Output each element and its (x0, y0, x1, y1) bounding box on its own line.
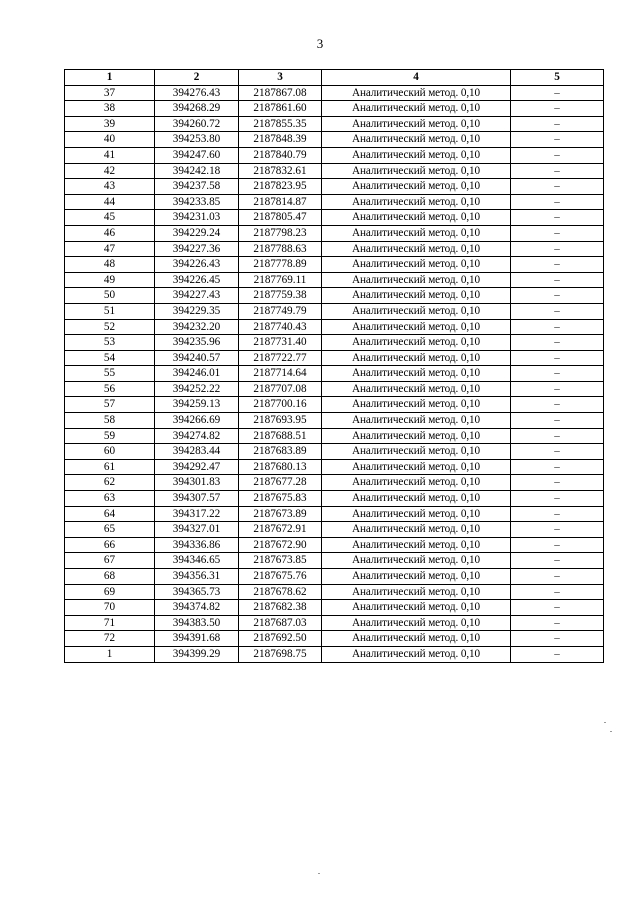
y-coordinate-cell: 2187677.28 (239, 475, 322, 491)
note-cell: – (511, 381, 604, 397)
x-coordinate-cell: 394253.80 (155, 132, 239, 148)
x-coordinate-cell: 394259.13 (155, 397, 239, 413)
point-number-cell: 61 (65, 459, 155, 475)
x-coordinate-cell: 394292.47 (155, 459, 239, 475)
method-cell: Аналитический метод. 0,10 (322, 225, 511, 241)
header-col-4: 4 (322, 70, 511, 86)
y-coordinate-cell: 2187687.03 (239, 615, 322, 631)
table-row (65, 413, 604, 429)
note-cell: – (511, 241, 604, 257)
x-coordinate-cell: 394229.35 (155, 303, 239, 319)
y-coordinate-cell: 2187867.08 (239, 85, 322, 101)
note-cell: – (511, 522, 604, 538)
point-number-cell: 71 (65, 615, 155, 631)
note-cell: – (511, 350, 604, 366)
y-coordinate-cell: 2187672.91 (239, 522, 322, 538)
point-number-cell: 46 (65, 225, 155, 241)
table-row (65, 600, 604, 616)
table-row (65, 569, 604, 585)
x-coordinate-cell: 394391.68 (155, 631, 239, 647)
x-coordinate-cell: 394237.58 (155, 179, 239, 195)
method-cell: Аналитический метод. 0,10 (322, 537, 511, 553)
note-cell: – (511, 194, 604, 210)
method-cell: Аналитический метод. 0,10 (322, 163, 511, 179)
note-cell: – (511, 584, 604, 600)
note-cell: – (511, 163, 604, 179)
table-row (65, 272, 604, 288)
x-coordinate-cell: 394229.24 (155, 225, 239, 241)
method-cell: Аналитический метод. 0,10 (322, 522, 511, 538)
header-col-5: 5 (511, 70, 604, 86)
table-row (65, 381, 604, 397)
point-number-cell: 62 (65, 475, 155, 491)
header-col-3: 3 (239, 70, 322, 86)
y-coordinate-cell: 2187707.08 (239, 381, 322, 397)
table-row (65, 116, 604, 132)
y-coordinate-cell: 2187805.47 (239, 210, 322, 226)
x-coordinate-cell: 394247.60 (155, 147, 239, 163)
y-coordinate-cell: 2187692.50 (239, 631, 322, 647)
y-coordinate-cell: 2187698.75 (239, 646, 322, 662)
y-coordinate-cell: 2187672.90 (239, 537, 322, 553)
point-number-cell: 49 (65, 272, 155, 288)
x-coordinate-cell: 394268.29 (155, 101, 239, 117)
method-cell: Аналитический метод. 0,10 (322, 303, 511, 319)
point-number-cell: 65 (65, 522, 155, 538)
y-coordinate-cell: 2187714.64 (239, 366, 322, 382)
method-cell: Аналитический метод. 0,10 (322, 491, 511, 507)
method-cell: Аналитический метод. 0,10 (322, 101, 511, 117)
x-coordinate-cell: 394274.82 (155, 428, 239, 444)
table-row (65, 194, 604, 210)
scan-speck (604, 722, 606, 723)
method-cell: Аналитический метод. 0,10 (322, 615, 511, 631)
x-coordinate-cell: 394336.86 (155, 537, 239, 553)
y-coordinate-cell: 2187861.60 (239, 101, 322, 117)
note-cell: – (511, 553, 604, 569)
table-row (65, 615, 604, 631)
point-number-cell: 66 (65, 537, 155, 553)
table-row (65, 397, 604, 413)
method-cell: Аналитический метод. 0,10 (322, 413, 511, 429)
note-cell: – (511, 272, 604, 288)
method-cell: Аналитический метод. 0,10 (322, 381, 511, 397)
table-row (65, 350, 604, 366)
page-number: 3 (316, 36, 324, 51)
y-coordinate-cell: 2187683.89 (239, 444, 322, 460)
x-coordinate-cell: 394227.43 (155, 288, 239, 304)
point-number-cell: 58 (65, 413, 155, 429)
note-cell: – (511, 85, 604, 101)
x-coordinate-cell: 394276.43 (155, 85, 239, 101)
note-cell: – (511, 147, 604, 163)
boundary-points-table (64, 69, 604, 663)
method-cell: Аналитический метод. 0,10 (322, 459, 511, 475)
point-number-cell: 59 (65, 428, 155, 444)
point-number-cell: 41 (65, 147, 155, 163)
y-coordinate-cell: 2187788.63 (239, 241, 322, 257)
y-coordinate-cell: 2187688.51 (239, 428, 322, 444)
point-number-cell: 1 (65, 646, 155, 662)
point-number-cell: 44 (65, 194, 155, 210)
table-row (65, 179, 604, 195)
method-cell: Аналитический метод. 0,10 (322, 116, 511, 132)
note-cell: – (511, 210, 604, 226)
point-number-cell: 54 (65, 350, 155, 366)
header-col-1: 1 (65, 70, 155, 86)
y-coordinate-cell: 2187740.43 (239, 319, 322, 335)
point-number-cell: 38 (65, 101, 155, 117)
x-coordinate-cell: 394383.50 (155, 615, 239, 631)
point-number-cell: 42 (65, 163, 155, 179)
scan-speck (318, 873, 320, 874)
point-number-cell: 47 (65, 241, 155, 257)
table-row (65, 303, 604, 319)
scan-speck (610, 731, 612, 732)
point-number-cell: 56 (65, 381, 155, 397)
point-number-cell: 60 (65, 444, 155, 460)
method-cell: Аналитический метод. 0,10 (322, 132, 511, 148)
point-number-cell: 53 (65, 335, 155, 351)
table-row (65, 428, 604, 444)
point-number-cell: 40 (65, 132, 155, 148)
note-cell: – (511, 366, 604, 382)
x-coordinate-cell: 394260.72 (155, 116, 239, 132)
note-cell: – (511, 335, 604, 351)
table-row (65, 444, 604, 460)
method-cell: Аналитический метод. 0,10 (322, 584, 511, 600)
x-coordinate-cell: 394399.29 (155, 646, 239, 662)
point-number-cell: 63 (65, 491, 155, 507)
note-cell: – (511, 506, 604, 522)
note-cell: – (511, 257, 604, 273)
note-cell: – (511, 569, 604, 585)
y-coordinate-cell: 2187778.89 (239, 257, 322, 273)
method-cell: Аналитический метод. 0,10 (322, 600, 511, 616)
table-row (65, 241, 604, 257)
x-coordinate-cell: 394240.57 (155, 350, 239, 366)
x-coordinate-cell: 394246.01 (155, 366, 239, 382)
table-row (65, 319, 604, 335)
point-number-cell: 72 (65, 631, 155, 647)
y-coordinate-cell: 2187678.62 (239, 584, 322, 600)
method-cell: Аналитический метод. 0,10 (322, 85, 511, 101)
y-coordinate-cell: 2187769.11 (239, 272, 322, 288)
x-coordinate-cell: 394226.43 (155, 257, 239, 273)
table-row (65, 506, 604, 522)
note-cell: – (511, 397, 604, 413)
note-cell: – (511, 646, 604, 662)
point-number-cell: 69 (65, 584, 155, 600)
x-coordinate-cell: 394231.03 (155, 210, 239, 226)
y-coordinate-cell: 2187680.13 (239, 459, 322, 475)
method-cell: Аналитический метод. 0,10 (322, 288, 511, 304)
x-coordinate-cell: 394317.22 (155, 506, 239, 522)
y-coordinate-cell: 2187675.76 (239, 569, 322, 585)
note-cell: – (511, 101, 604, 117)
point-number-cell: 48 (65, 257, 155, 273)
method-cell: Аналитический метод. 0,10 (322, 475, 511, 491)
x-coordinate-cell: 394283.44 (155, 444, 239, 460)
y-coordinate-cell: 2187840.79 (239, 147, 322, 163)
x-coordinate-cell: 394307.57 (155, 491, 239, 507)
method-cell: Аналитический метод. 0,10 (322, 350, 511, 366)
y-coordinate-cell: 2187700.16 (239, 397, 322, 413)
method-cell: Аналитический метод. 0,10 (322, 272, 511, 288)
point-number-cell: 37 (65, 85, 155, 101)
method-cell: Аналитический метод. 0,10 (322, 319, 511, 335)
table-row (65, 85, 604, 101)
table-row (65, 132, 604, 148)
note-cell: – (511, 225, 604, 241)
method-cell: Аналитический метод. 0,10 (322, 631, 511, 647)
note-cell: – (511, 631, 604, 647)
point-number-cell: 51 (65, 303, 155, 319)
point-number-cell: 50 (65, 288, 155, 304)
y-coordinate-cell: 2187855.35 (239, 116, 322, 132)
x-coordinate-cell: 394365.73 (155, 584, 239, 600)
note-cell: – (511, 288, 604, 304)
y-coordinate-cell: 2187848.39 (239, 132, 322, 148)
x-coordinate-cell: 394346.65 (155, 553, 239, 569)
x-coordinate-cell: 394233.85 (155, 194, 239, 210)
point-number-cell: 55 (65, 366, 155, 382)
table-row (65, 537, 604, 553)
y-coordinate-cell: 2187673.89 (239, 506, 322, 522)
point-number-cell: 70 (65, 600, 155, 616)
table-row (65, 491, 604, 507)
point-number-cell: 45 (65, 210, 155, 226)
x-coordinate-cell: 394266.69 (155, 413, 239, 429)
point-number-cell: 68 (65, 569, 155, 585)
note-cell: – (511, 132, 604, 148)
method-cell: Аналитический метод. 0,10 (322, 428, 511, 444)
table-row (65, 522, 604, 538)
x-coordinate-cell: 394242.18 (155, 163, 239, 179)
note-cell: – (511, 179, 604, 195)
point-number-cell: 39 (65, 116, 155, 132)
y-coordinate-cell: 2187731.40 (239, 335, 322, 351)
y-coordinate-cell: 2187832.61 (239, 163, 322, 179)
table-header-row (65, 70, 604, 86)
x-coordinate-cell: 394226.45 (155, 272, 239, 288)
y-coordinate-cell: 2187722.77 (239, 350, 322, 366)
method-cell: Аналитический метод. 0,10 (322, 444, 511, 460)
method-cell: Аналитический метод. 0,10 (322, 194, 511, 210)
table-row (65, 147, 604, 163)
point-number-cell: 67 (65, 553, 155, 569)
method-cell: Аналитический метод. 0,10 (322, 257, 511, 273)
table-row (65, 366, 604, 382)
table-row (65, 225, 604, 241)
note-cell: – (511, 444, 604, 460)
y-coordinate-cell: 2187798.23 (239, 225, 322, 241)
table-row (65, 631, 604, 647)
note-cell: – (511, 475, 604, 491)
method-cell: Аналитический метод. 0,10 (322, 366, 511, 382)
table-row (65, 288, 604, 304)
y-coordinate-cell: 2187749.79 (239, 303, 322, 319)
table-row (65, 210, 604, 226)
table-row (65, 335, 604, 351)
y-coordinate-cell: 2187814.87 (239, 194, 322, 210)
y-coordinate-cell: 2187693.95 (239, 413, 322, 429)
table-row (65, 459, 604, 475)
method-cell: Аналитический метод. 0,10 (322, 241, 511, 257)
y-coordinate-cell: 2187759.38 (239, 288, 322, 304)
table-row (65, 475, 604, 491)
method-cell: Аналитический метод. 0,10 (322, 397, 511, 413)
note-cell: – (511, 319, 604, 335)
method-cell: Аналитический метод. 0,10 (322, 147, 511, 163)
method-cell: Аналитический метод. 0,10 (322, 553, 511, 569)
y-coordinate-cell: 2187673.85 (239, 553, 322, 569)
method-cell: Аналитический метод. 0,10 (322, 506, 511, 522)
y-coordinate-cell: 2187675.83 (239, 491, 322, 507)
table-row (65, 646, 604, 662)
note-cell: – (511, 413, 604, 429)
point-number-cell: 64 (65, 506, 155, 522)
table-row (65, 163, 604, 179)
method-cell: Аналитический метод. 0,10 (322, 335, 511, 351)
table-row (65, 101, 604, 117)
table-row (65, 584, 604, 600)
x-coordinate-cell: 394356.31 (155, 569, 239, 585)
x-coordinate-cell: 394301.83 (155, 475, 239, 491)
point-number-cell: 52 (65, 319, 155, 335)
x-coordinate-cell: 394327.01 (155, 522, 239, 538)
table-body (65, 85, 604, 662)
x-coordinate-cell: 394235.96 (155, 335, 239, 351)
method-cell: Аналитический метод. 0,10 (322, 569, 511, 585)
point-number-cell: 43 (65, 179, 155, 195)
note-cell: – (511, 303, 604, 319)
note-cell: – (511, 615, 604, 631)
x-coordinate-cell: 394252.22 (155, 381, 239, 397)
note-cell: – (511, 537, 604, 553)
table-row (65, 257, 604, 273)
note-cell: – (511, 491, 604, 507)
note-cell: – (511, 116, 604, 132)
header-col-2: 2 (155, 70, 239, 86)
method-cell: Аналитический метод. 0,10 (322, 179, 511, 195)
y-coordinate-cell: 2187682.38 (239, 600, 322, 616)
note-cell: – (511, 428, 604, 444)
y-coordinate-cell: 2187823.95 (239, 179, 322, 195)
table-row (65, 553, 604, 569)
point-number-cell: 57 (65, 397, 155, 413)
note-cell: – (511, 600, 604, 616)
method-cell: Аналитический метод. 0,10 (322, 210, 511, 226)
x-coordinate-cell: 394227.36 (155, 241, 239, 257)
note-cell: – (511, 459, 604, 475)
x-coordinate-cell: 394232.20 (155, 319, 239, 335)
method-cell: Аналитический метод. 0,10 (322, 646, 511, 662)
x-coordinate-cell: 394374.82 (155, 600, 239, 616)
